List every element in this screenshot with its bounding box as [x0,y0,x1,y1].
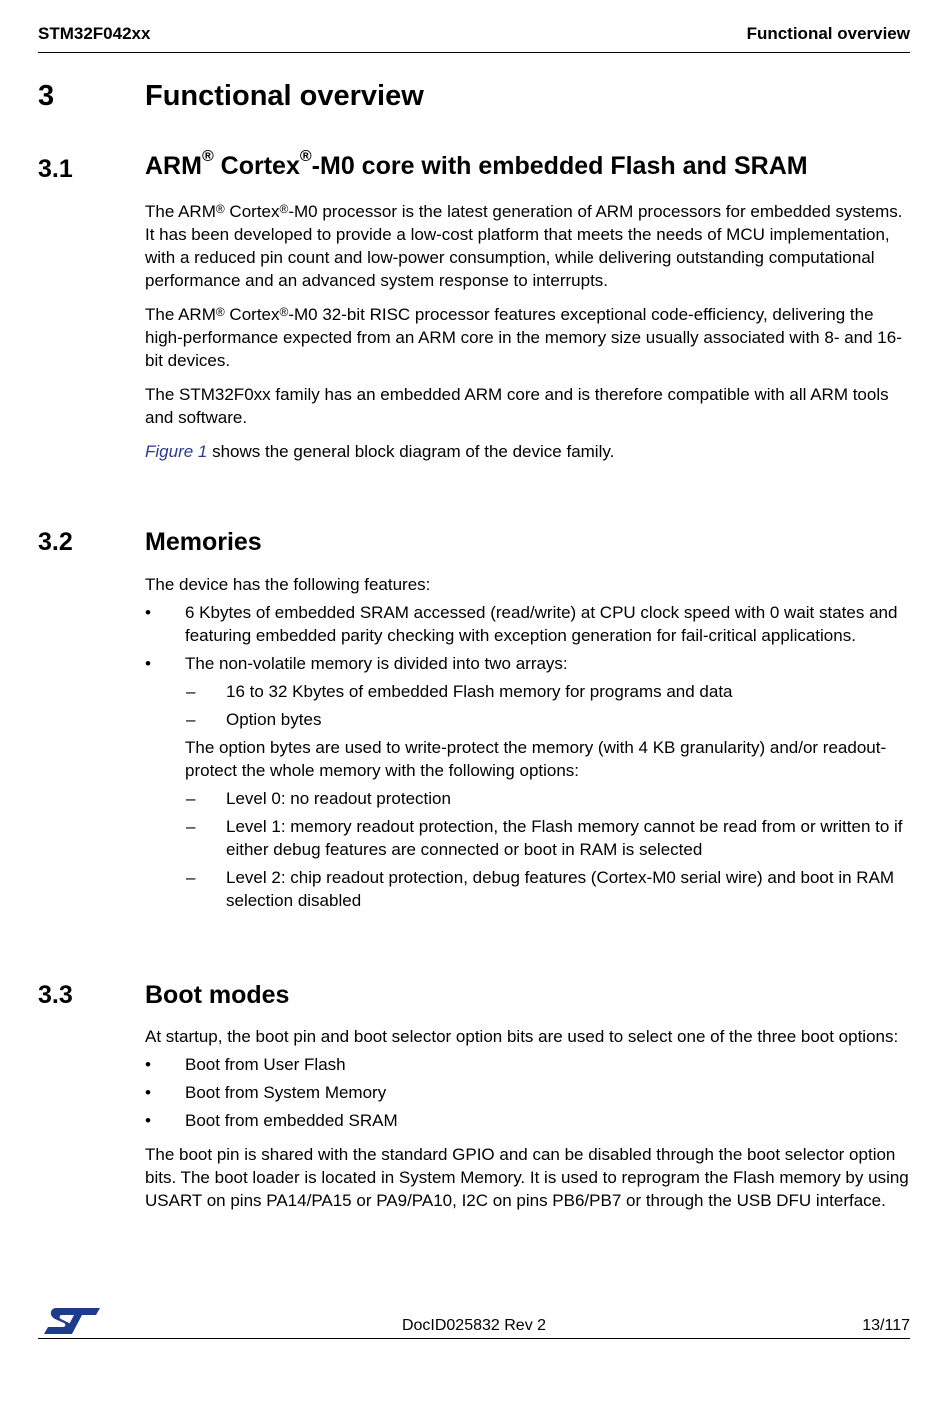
paragraph: The device has the following features: [145,575,431,594]
list-item: • Boot from embedded SRAM [145,1111,398,1130]
section-title: Functional overview [145,80,424,112]
header-section-title: Functional overview [746,24,910,43]
paragraph: Figure 1 shows the general block diagram of the device family. [145,442,615,461]
bullet-marker: • [145,1055,151,1074]
page-footer [38,1317,910,1339]
sub-list-item: – 16 to 32 Kbytes of embedded Flash memory for programs and data [186,682,733,701]
bullet-marker: • [145,1111,151,1130]
sub-list-item: – Option bytes [186,710,322,729]
bullet-marker: • [145,1083,151,1102]
page-header [38,22,910,53]
subsection-title: ARM® Cortex®-M0 core with embedded Flash and SRAM [145,148,808,180]
bullet-marker: • [145,654,151,673]
subsection-title: Boot modes [145,981,290,1009]
list-item: • Boot from User Flash [145,1055,346,1074]
paragraph: The ARM® Cortex®-M0 processor is the latest generation of ARM processors for embedded systems. It has been developed to provide a low-cost platform that meets the needs of MCU implementation, with a reduced pin count and low-power consumption, while delivering outstanding computational performance and an advanced system response to interrupts. [145,202,903,290]
subsection-title: Memories [145,528,262,556]
header-document-title: STM32F042xx [38,24,151,43]
paragraph: The boot pin is shared with the standard GPIO and can be disabled through the boot selector option bits. The boot loader is located in System Memory. It is used to reprogram the Flash memory by using USART on pins PA14/PA15 or PA9/PA10, I2C on pins PB6/PB7 or through the USB DFU interface. [145,1145,909,1210]
dash-marker: – [186,868,196,887]
section-3-1-body [145,200,913,474]
section-3-3-body [145,1025,913,1223]
sub-list-item: – Level 2: chip readout protection, debug features (Cortex-M0 serial wire) and boot in RAM selection disabled [186,868,895,910]
document-id: DocID025832 Rev 2 [401,1317,547,1334]
subsection-number: 3.1 [38,155,73,183]
page-number: 13/117 [862,1317,910,1334]
paragraph: At startup, the boot pin and boot selector option bits are used to select one of the three boot options: [145,1027,899,1046]
list-item: • 6 Kbytes of embedded SRAM accessed (read/write) at CPU clock speed with 0 wait states and featuring embedded parity checking with exception generation for fail-critical applications. [145,603,898,645]
subsection-number: 3.2 [38,528,73,556]
dash-marker: – [186,789,196,808]
section-3-2-body [145,573,913,917]
dash-marker: – [186,817,196,836]
subsection-number: 3.3 [38,981,73,1009]
dash-marker: – [186,682,196,701]
sub-list-item: – Level 1: memory readout protection, the Flash memory cannot be read from or written to if either debug features are connected or boot in RAM is selected [186,817,903,859]
sub-list-item: – Level 0: no readout protection [186,789,451,808]
list-item: • The non-volatile memory is divided into two arrays: [145,654,568,673]
dash-marker: – [186,710,196,729]
list-item: • Boot from System Memory [145,1083,387,1102]
figure-1-link[interactable]: Figure 1 [145,442,208,461]
bullet-marker: • [145,603,151,622]
paragraph: The STM32F0xx family has an embedded ARM core and is therefore compatible with all ARM tools and software. [145,385,889,427]
option-bytes-description: The option bytes are used to write-protect the memory (with 4 KB granularity) and/or readout-protect the whole memory with the following options: [185,738,887,780]
paragraph: The ARM® Cortex®-M0 32-bit RISC processor features exceptional code-efficiency, delivering the high-performance expected from an ARM core in the memory size usually associated with 8- and 16-bit devices. [145,305,902,370]
section-number: 3 [38,80,55,112]
